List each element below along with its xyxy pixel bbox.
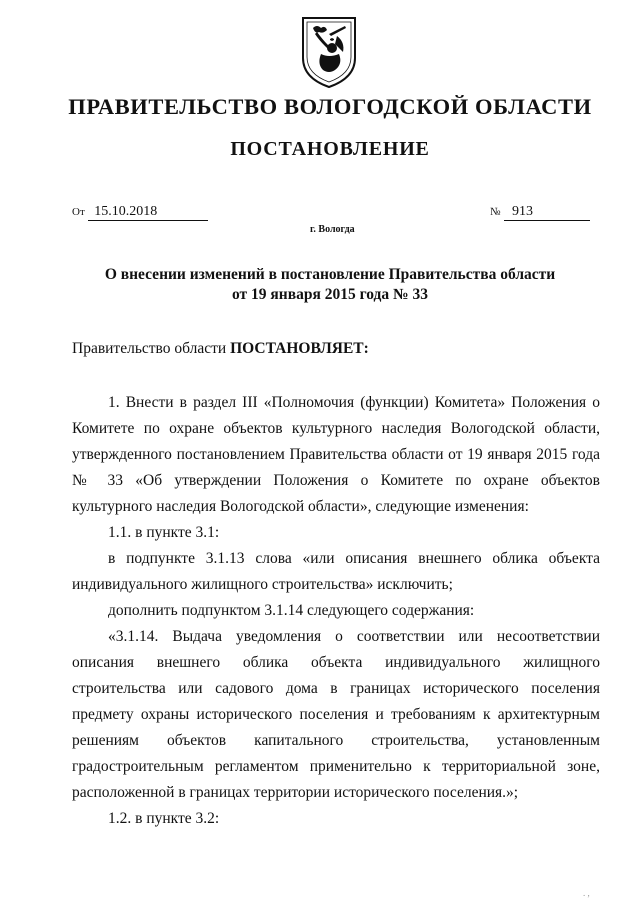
- number-label: №: [490, 206, 501, 218]
- paragraph: «3.1.14. Выдача уведомления о соответствии или несоответствии описания внешнего облика объекта индивидуального жилищного строительства или садового дома в границах исторического поселения предмету охраны исторического поселения и требованиям к архитектурным решениям объектов капитального строительства, установленным градостроительным регламентом применительно к территориальной зоне, расположенной в границах территории исторического поселения.»;: [72, 628, 600, 801]
- government-title: ПРАВИТЕЛЬСТВО ВОЛОГОДСКОЙ ОБЛАСТИ: [68, 94, 592, 119]
- paragraph: 1.2. в пункте 3.2:: [108, 810, 220, 827]
- document-subject: [60, 265, 600, 305]
- decree-statement: [72, 340, 369, 358]
- paragraph: 1.1. в пункте 3.1:: [108, 524, 220, 541]
- scan-marks: . ,: [583, 888, 590, 898]
- paragraph: 1. Внести в раздел III «Полномочия (функции) Комитета» Положения о Комитете по охране объектов культурного наследия Вологодской области, утвержденного постановлением Правительства области от 19 января 2015 года № 33 «Об утверждении Положения о Комитете по охране объектов культурного наследия Вологодской области», следующие изменения:: [72, 394, 600, 515]
- number-value: 913: [504, 204, 590, 221]
- date-label: От: [72, 206, 85, 218]
- decree-lead: Правительство области: [72, 340, 231, 357]
- date-value: 15.10.2018: [88, 204, 208, 221]
- subject-line-1: О внесении изменений в постановление Правительства области: [104, 266, 556, 283]
- coat-of-arms-emblem-icon: [299, 14, 359, 90]
- paragraph: дополнить подпунктом 3.1.14 следующего содержания:: [108, 602, 475, 619]
- paragraph: в подпункте 3.1.13 слова «или описания внешнего облика объекта индивидуального жилищного строительства» исключить;: [72, 550, 600, 593]
- date-row: [72, 204, 208, 221]
- document-type-title: ПОСТАНОВЛЕНИЕ: [230, 138, 430, 160]
- city-label: г. Вологда: [310, 224, 355, 235]
- number-row: [490, 204, 590, 221]
- document-body: [72, 390, 600, 832]
- decree-keyword: ПОСТАНОВЛЯЕТ:: [230, 340, 369, 357]
- subject-line-2: от 19 января 2015 года № 33: [232, 286, 428, 303]
